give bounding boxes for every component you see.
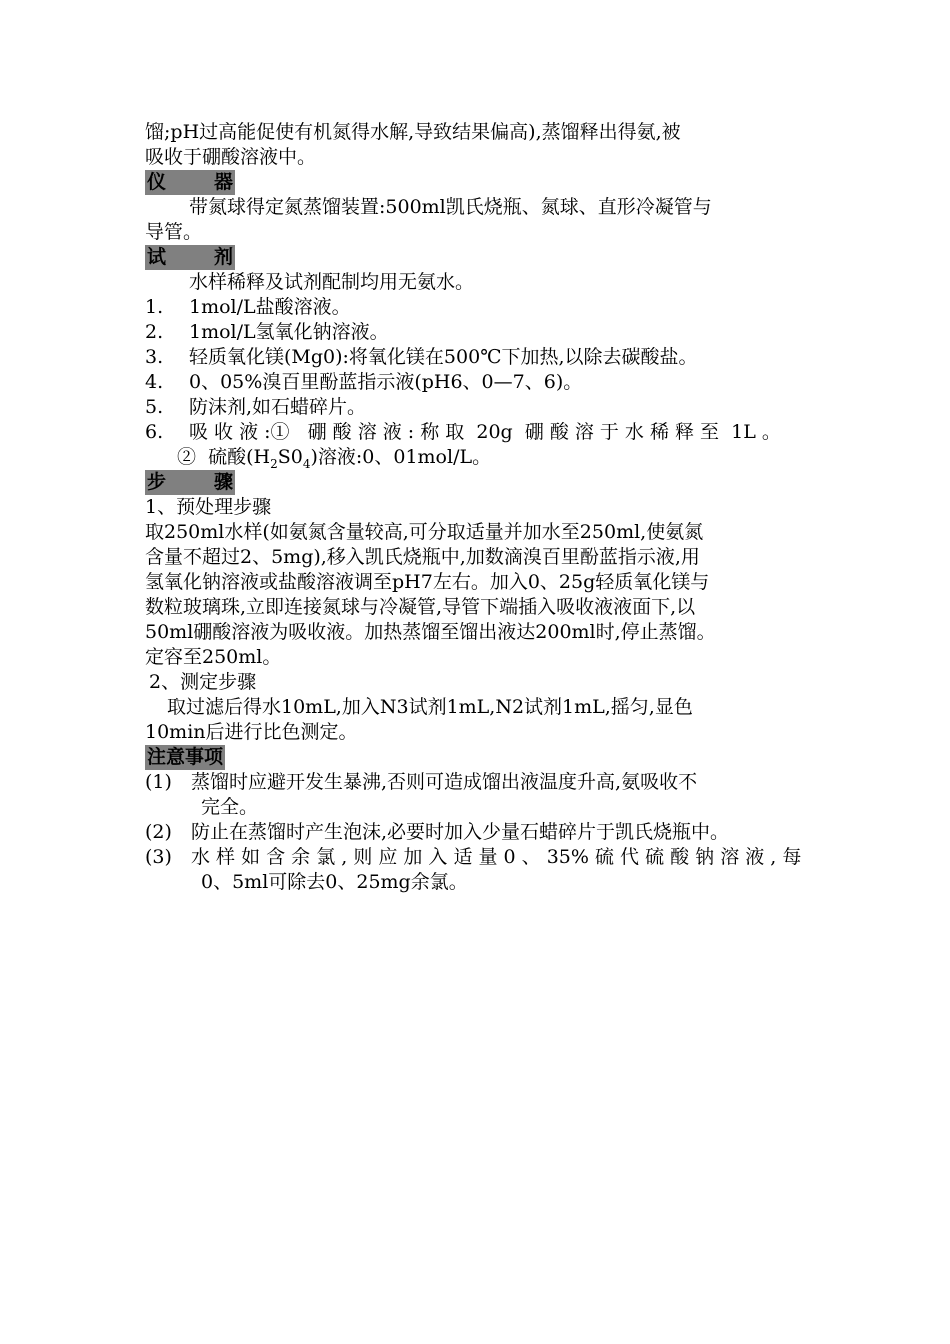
note-item: (2) 防止在蒸馏时产生泡沫,必要时加入少量石蜡碎片于凯氏烧瓶中。 — [145, 821, 730, 843]
instruments-heading: 仪 器 — [147, 171, 233, 193]
document-page — [145, 120, 825, 895]
reagent-item: 4. 0、05%溴百里酚蓝指示液(pH6、0—7、6)。 — [145, 371, 583, 393]
pretreatment-line: 数粒玻璃珠,立即连接氮球与冷凝管,导管下端插入吸收液液面下,以 — [145, 596, 696, 618]
pretreatment-line: 定容至250ml。 — [145, 646, 282, 668]
note-item: (1) 蒸馏时应避开发生暴沸,否则可造成馏出液温度升高,氨吸收不 — [145, 771, 698, 793]
instruments-text-1: 带氮球得定氮蒸馏装置:500ml凯氏烧瓶、氮球、直形冷凝管与 — [189, 196, 712, 218]
pretreatment-line: 50ml硼酸溶液为吸收液。加热蒸馏至馏出液达200ml时,停止蒸馏。 — [145, 621, 716, 643]
pretreatment-line: 含量不超过2、5mg),移入凯氏烧瓶中,加数滴溴百里酚蓝指示液,用 — [145, 546, 700, 568]
reagent-item: 2. 1mol/L氢氧化钠溶液。 — [145, 321, 389, 343]
steps-heading: 步 骤 — [147, 471, 233, 493]
pretreatment-title: 1、预处理步骤 — [145, 496, 272, 518]
intro-line-1: 馏;pH过高能促使有机氮得水解,导致结果偏高),蒸馏释出得氨,被 — [145, 121, 681, 143]
pretreatment-line: 氢氧化钠溶液或盐酸溶液调至pH7左右。加入0、25g轻质氧化镁与 — [145, 571, 710, 593]
notes-heading: 注意事项 — [147, 746, 224, 768]
measurement-line: 取过滤后得水10mL,加入N3试剂1mL,N2试剂1mL,摇匀,显色 — [167, 696, 693, 718]
reagents-intro: 水样稀释及试剂配制均用无氨水。 — [189, 271, 475, 293]
note-item: (3) 水 样 如 含 余 氯 , 则 应 加 入 适 量 0 、 35% 硫 代 硫 酸 钠 溶 液 , 每 — [145, 846, 802, 868]
instruments-text-2: 导管。 — [145, 221, 203, 243]
measurement-line: 10min后进行比色测定。 — [145, 721, 358, 743]
intro-line-2: 吸收于硼酸溶液中。 — [145, 146, 317, 168]
reagent-item: 6. 吸 收 液 :① 硼 酸 溶 液 : 称 取 20g 硼 酸 溶 于 水 稀 释 至 1L 。 — [145, 421, 781, 443]
pretreatment-line: 取250ml水样(如氨氮含量较高,可分取适量并加水至250ml,使氨氮 — [145, 521, 704, 543]
reagent-item: 3. 轻质氧化镁(Mg0):将氧化镁在500℃下加热,以除去碳酸盐。 — [145, 346, 698, 368]
reagent-item: 5. 防沫剂,如石蜡碎片。 — [145, 396, 367, 418]
note-item-continuation: 0、5ml可除去0、25mg余氯。 — [201, 871, 468, 893]
note-item-continuation: 完全。 — [201, 796, 259, 818]
reagent-sub-item: ② 硫酸$(H_2S0_4)$溶液:0、01mol/L。 — [177, 446, 492, 471]
reagent-item: 1. 1mol/L盐酸溶液。 — [145, 296, 351, 318]
reagents-heading: 试 剂 — [147, 246, 233, 268]
measurement-title: 2、测定步骤 — [149, 671, 257, 693]
